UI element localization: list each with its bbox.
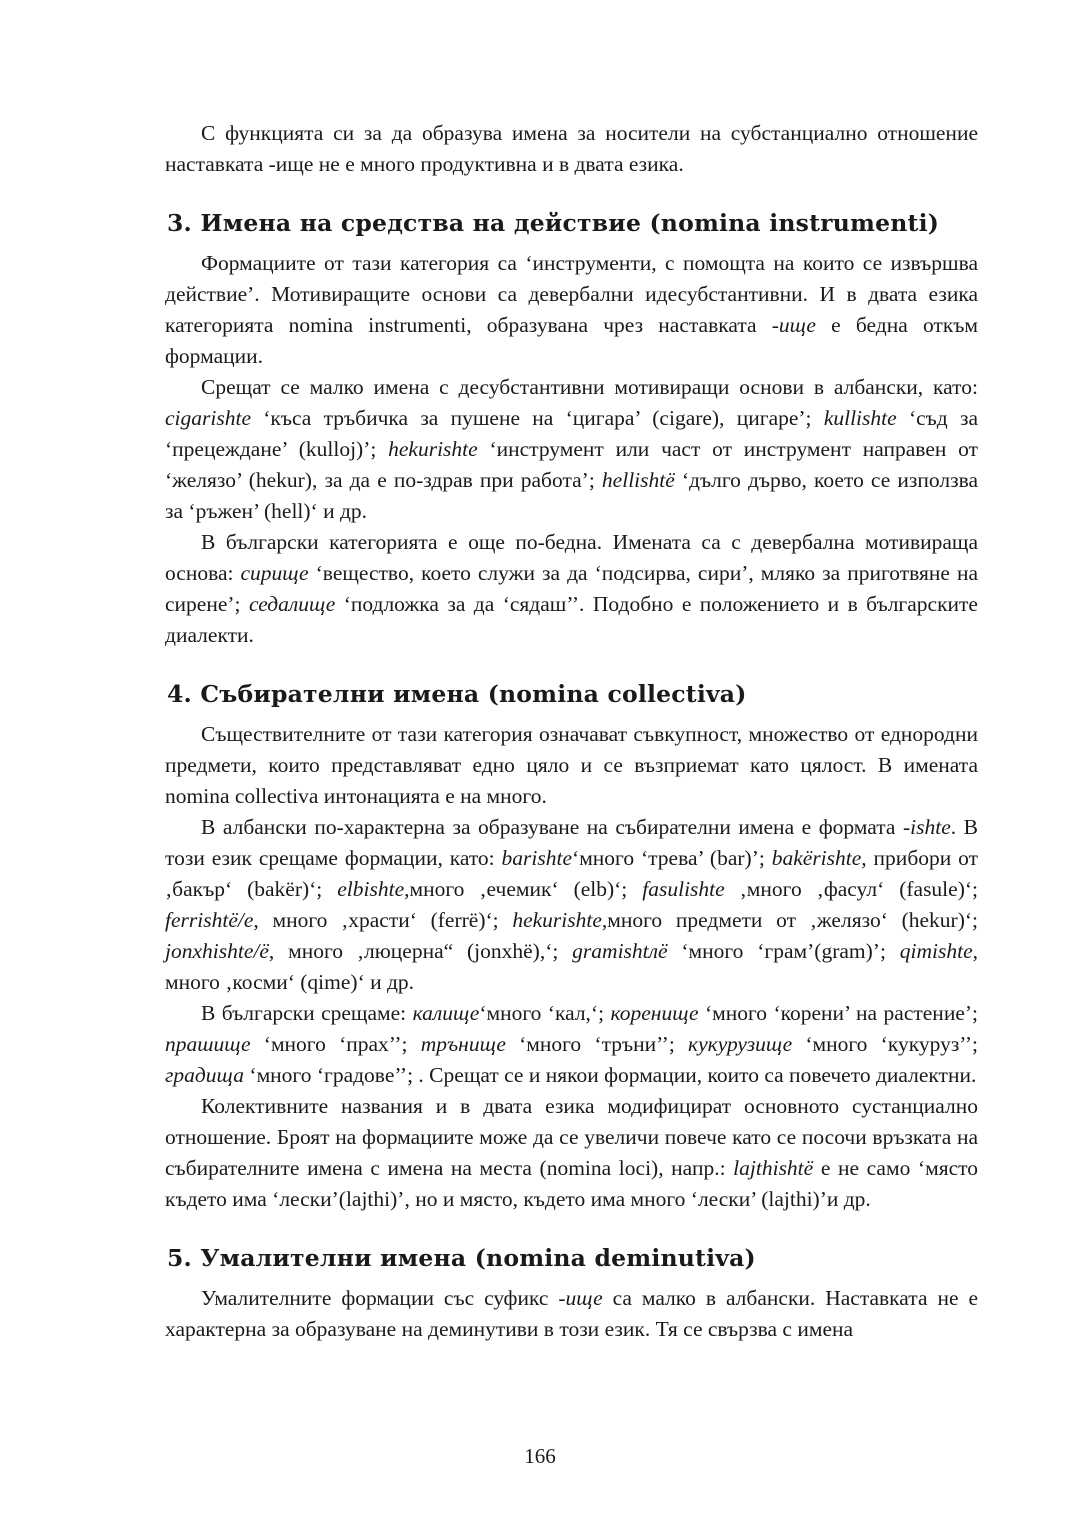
italic-term: hellishtë: [601, 468, 675, 492]
italic-term: kullishte: [823, 406, 897, 430]
text-run: ‘къса тръбичка за пушене на ‘цигара’ (cigare), цигаре’;: [251, 406, 824, 430]
text-run: . В този език срещаме формации, като:: [165, 815, 979, 870]
italic-term: barishte: [501, 846, 573, 870]
section-3-paragraph-1: [165, 248, 978, 372]
text-run: ‘съд за ‘прецеждане’ (kulloj)’;: [165, 406, 979, 461]
section-3-paragraph-2: [165, 372, 978, 527]
text-run: В български категорията е още по-бедна. Имената са с девербална мотивираща основа:: [165, 530, 978, 585]
text-run: е бедна откъм формации.: [165, 313, 978, 368]
text-run: Формациите от тази категория са ‘инструменти, с помощта на които се извършва действие’. Мотивиращите основи са девербални идесубстантивни. И в двата езика категорията nomina instrumenti, образувана чрез наставката: [165, 251, 978, 337]
text-run: ‘много ‘прах’’;: [250, 1032, 421, 1056]
italic-term: ferrishtë/e: [165, 908, 254, 932]
page-body: [165, 118, 978, 1345]
italic-term: hekurishte: [512, 908, 602, 932]
text-run: ‘много ‘трева’ (bar)’;: [572, 846, 772, 870]
text-run: ‘подложка за да ‘сядаш’’. Подобно е положението и в българските диалекти.: [165, 592, 978, 647]
italic-term: -ishte: [902, 815, 951, 839]
text-run: ‘много ‘кукуруз’’;: [792, 1032, 979, 1056]
italic-term: qimishte: [899, 939, 973, 963]
text-run: ‘много ‘тръни’’;: [505, 1032, 689, 1056]
section-4-paragraph-4: [165, 1091, 978, 1215]
italic-term: hekurishte: [388, 437, 478, 461]
text-run: Колективните названия и в двата езика модифицират основното сустанциално отношение. Броят на формациите може да се увеличи повече като се посочи връзката на събирателните имена с имена на места (nomina loci), напр.:: [165, 1094, 978, 1180]
text-run: е не само ‘място където има ‘лески’(lajthi)’, но и място, където има много ‘лески’ (lajthi)’и др.: [165, 1156, 978, 1211]
intro-paragraph: С функцията си за да образува имена за носители на субстанциално отношение наставката -ище не е много продуктивна и в двата езика.: [165, 121, 978, 176]
text-run: , много ‚косми‘ (qime)‘ и др.: [165, 939, 978, 994]
section-4-paragraph-1: Съществителните от тази категория означават съвкупност, множество от еднородни предмети, които представляват едно цяло и се възприемат като цялост. В имената nomina collectiva интонацията е на много.: [165, 722, 978, 808]
section-3-paragraph-3: [165, 527, 978, 651]
text-run: ‚много ‚фасул‘ (fasule)‘;: [724, 877, 978, 901]
italic-term: bakërishte: [771, 846, 862, 870]
text-run: ‘много ‘градове’’; . Срещат се и някои формации, които са повечето диалектни.: [244, 1063, 977, 1087]
italic-term: трънище: [420, 1032, 506, 1056]
text-run: ‘дълго дърво, което се използва за ‘ръжен’ (hell)‘ и др.: [165, 468, 979, 523]
text-run: В български срещаме:: [201, 1001, 413, 1025]
italic-term: калище: [412, 1001, 480, 1025]
italic-term: -ище: [558, 1286, 603, 1310]
text-run: ‘много ‘кал,‘;: [479, 1001, 611, 1025]
italic-term: седалище: [248, 592, 336, 616]
italic-term: градища: [165, 1063, 245, 1087]
italic-term: cigarishte: [165, 406, 251, 430]
section-4-heading: 4. Събирателни имена (nomina collectiva): [167, 680, 747, 708]
italic-term: lajthishtë: [733, 1156, 814, 1180]
text-run: са малко в албански. Наставката не е характерна за образуване на деминутиви в този език. Тя се свързва с имена: [165, 1286, 978, 1341]
text-run: В албански по-характерна за образуване на събирателни имена е формата: [201, 815, 903, 839]
section-4-paragraph-2: [165, 812, 978, 998]
page-number: 166: [524, 1444, 556, 1468]
italic-term: elbishte: [337, 877, 405, 901]
text-run: ‘много ‘грам’(gram)’;: [667, 939, 900, 963]
text-run: , много ‚храсти‘ (ferrë)‘;: [253, 908, 513, 932]
italic-term: кукурузище: [688, 1032, 793, 1056]
italic-term: fasulishte: [642, 877, 725, 901]
section-3-heading: 3. Имена на средства на действие (nomina instrumenti): [167, 209, 940, 237]
text-run: , много ‚люцерна“ (jonxhë),‘;: [268, 939, 573, 963]
italic-term: прашище: [165, 1032, 251, 1056]
text-run: ‘инструмент или част от инструмент направен от ‘желязо’ (hekur), за да е по-здрав при работа’;: [165, 437, 978, 492]
text-run: ,много ‚ечемик‘ (elb)‘;: [404, 877, 643, 901]
italic-term: коренище: [610, 1001, 699, 1025]
section-5-paragraph-1: [165, 1283, 978, 1345]
text-run: Срещат се малко имена с десубстантивни мотивиращи основи в албански, като:: [201, 375, 978, 399]
section-4-paragraph-3: [165, 998, 978, 1091]
text-run: , прибори от ‚бакър‘ (bakër)‘;: [165, 846, 979, 901]
italic-term: сирище: [240, 561, 309, 585]
text-run: ,много предмети от ‚желязо‘ (hekur)‘;: [601, 908, 978, 932]
text-run: ‘вещество, което служи за да ‘подсирва, сири’, мляко за приготвяне на сирене’;: [165, 561, 978, 616]
italic-term: gramishtлë: [572, 939, 668, 963]
italic-term: jonxhishte/ë: [165, 939, 269, 963]
text-run: ‘много ‘корени’ на растение’;: [698, 1001, 978, 1025]
text-run: Умалителните формации със суфикс: [201, 1286, 559, 1310]
section-5-heading: 5. Умалителни имена (nomina deminutiva): [167, 1244, 756, 1272]
italic-term: -ище: [771, 313, 816, 337]
